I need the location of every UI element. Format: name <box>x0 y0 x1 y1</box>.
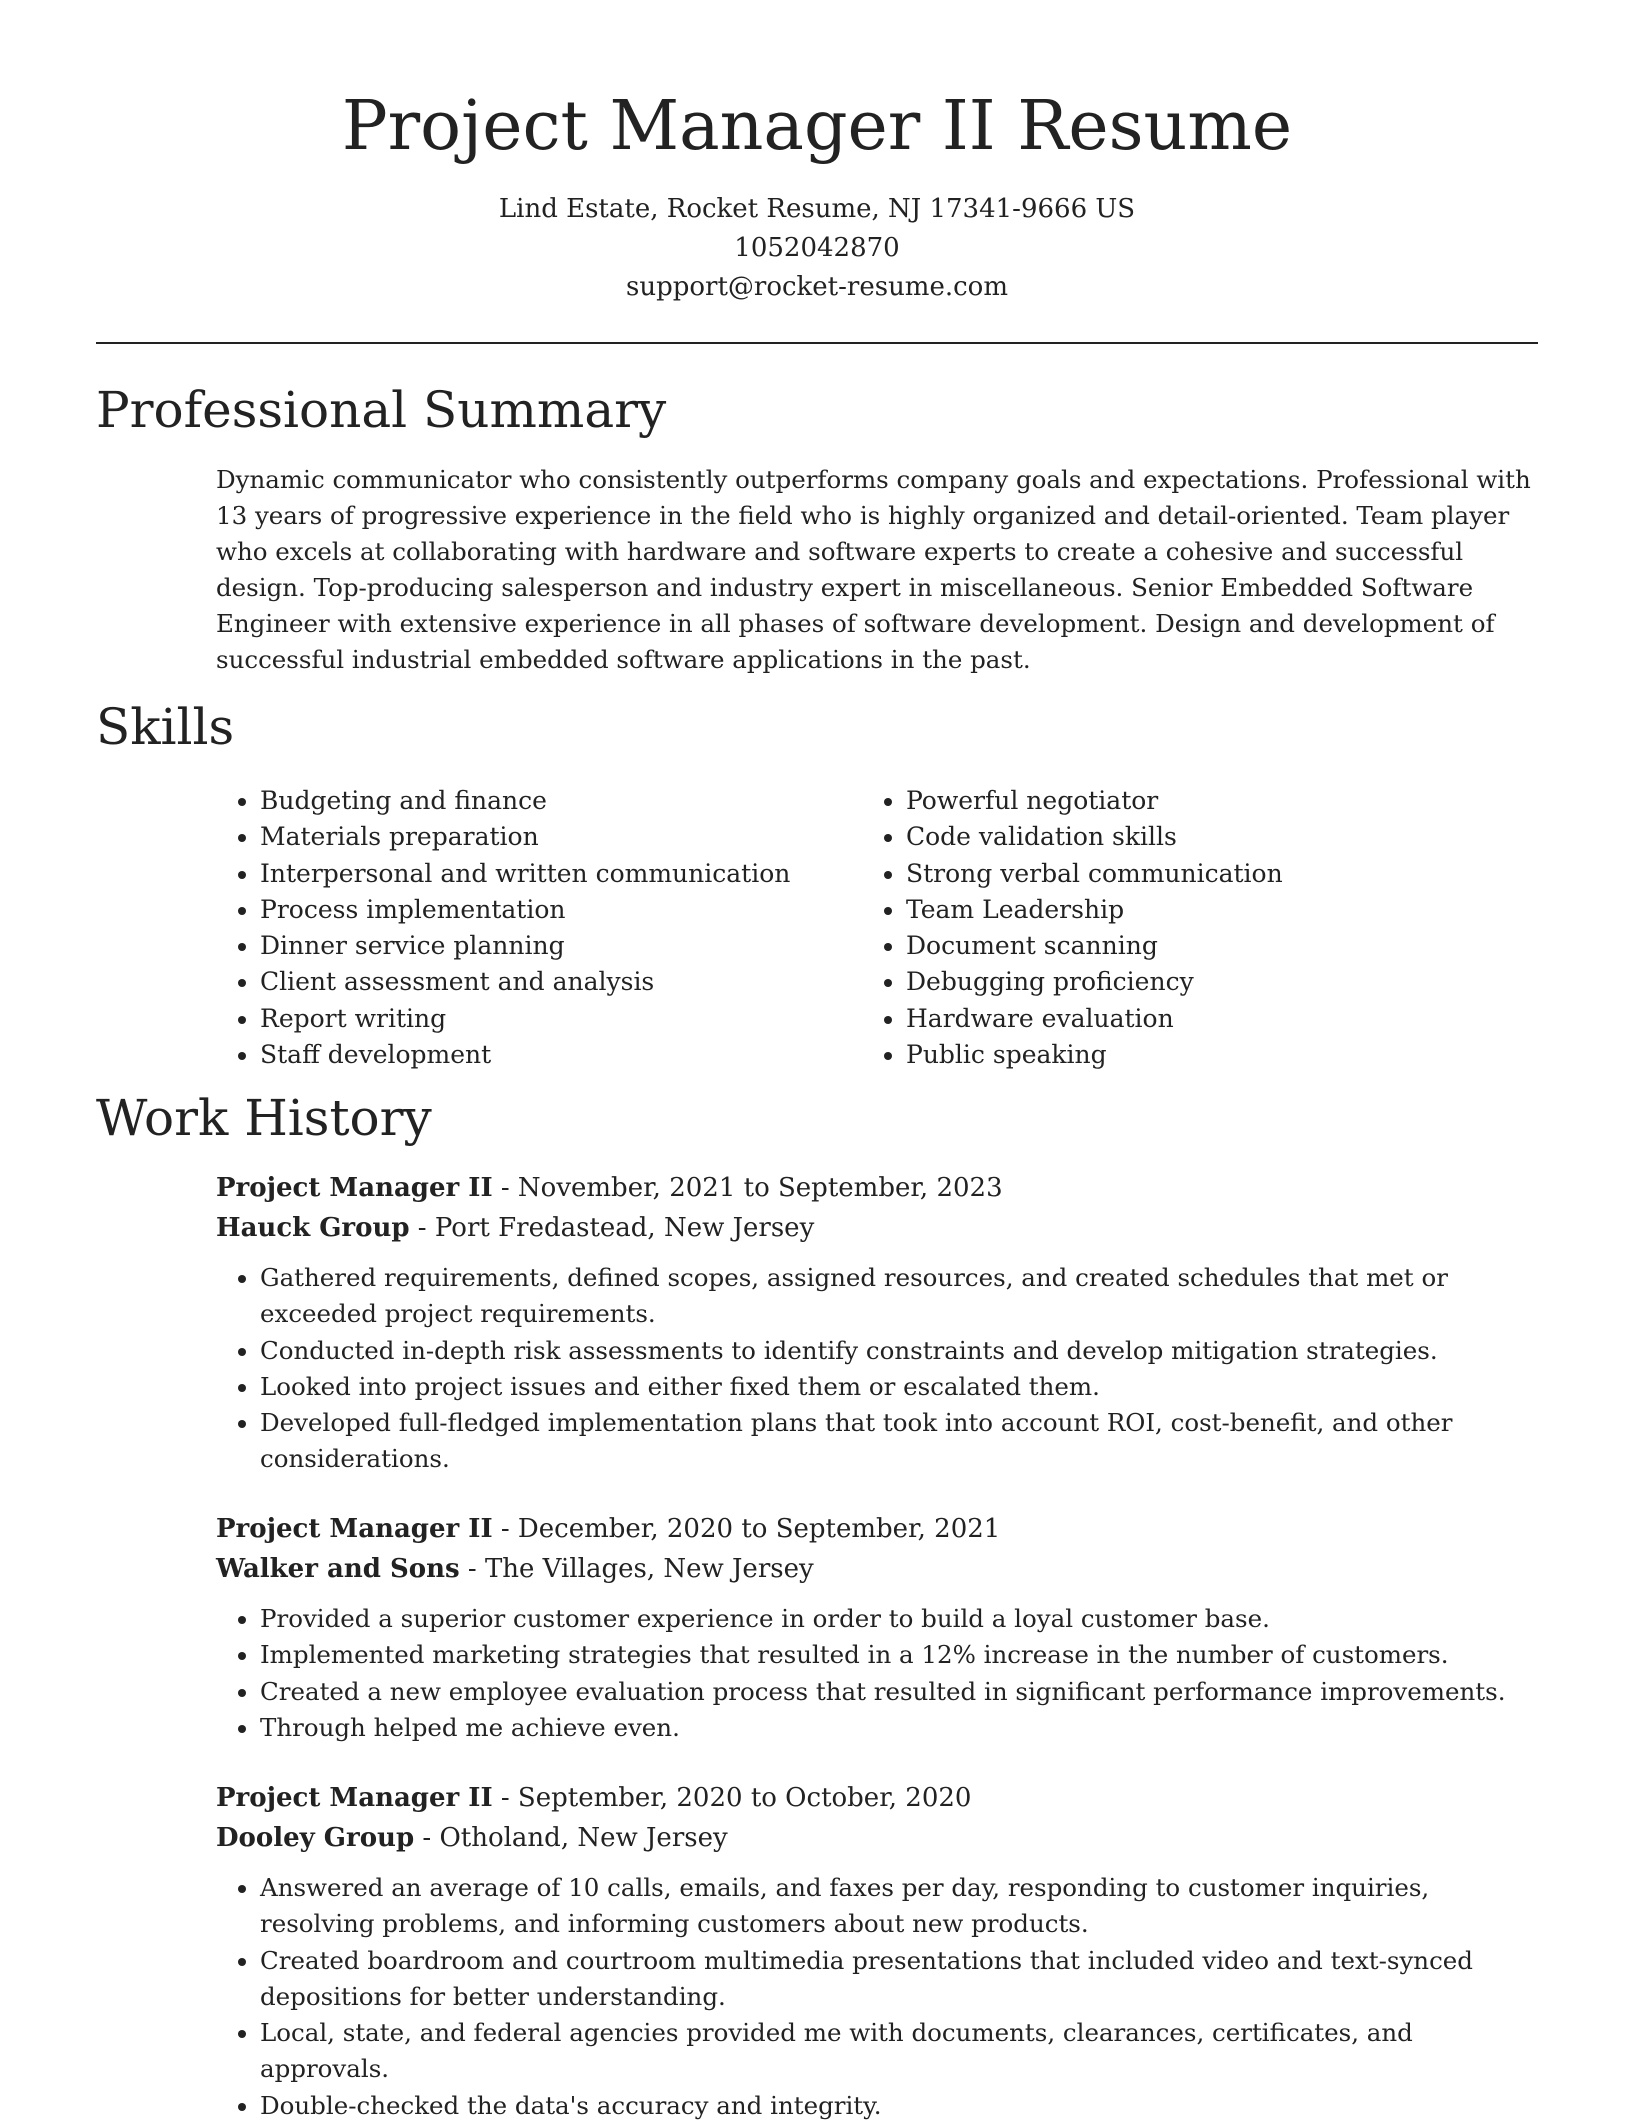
job-company-line <box>216 1549 1538 1589</box>
duty-item: • Created boardroom and courtroom multimedia presentations that included video and text-synced depositions for better understanding. <box>260 1943 1538 2016</box>
job-company: Walker and Sons <box>216 1554 460 1584</box>
contact-phone: 1052042870 <box>734 233 900 263</box>
job-location: - Otholand, New Jersey <box>414 1823 728 1853</box>
skill-item: • Team Leadership <box>906 892 1283 928</box>
job-dates: - December, 2020 to September, 2021 <box>492 1514 1001 1544</box>
job-role: Project Manager II <box>216 1173 493 1203</box>
skills-list-right <box>862 783 1283 1073</box>
skill-item: • Code validation skills <box>906 819 1283 855</box>
duty-item: • Developed full-fledged implementation plans that took into account ROI, cost-benefit, and other considerations. <box>260 1405 1538 1478</box>
skill-item: • Materials preparation <box>260 819 790 855</box>
work-history-heading: Work History <box>96 1089 432 1147</box>
contact-block <box>96 190 1538 307</box>
duty-item: • Created a new employee evaluation process that resulted in significant performance improvements. <box>260 1674 1538 1710</box>
job-company: Dooley Group <box>216 1823 415 1853</box>
job-title-line <box>216 1509 1538 1549</box>
skill-item: • Powerful negotiator <box>906 783 1283 819</box>
skills-heading: Skills <box>96 698 235 756</box>
skill-item: • Document scanning <box>906 928 1283 964</box>
skill-item: • Interpersonal and written communication <box>260 856 790 892</box>
duty-item: • Provided a superior customer experience in order to build a loyal customer base. <box>260 1601 1538 1637</box>
skill-item: • Staff development <box>260 1037 790 1073</box>
job-company-line <box>216 1208 1538 1248</box>
contact-email: support@rocket-resume.com <box>625 272 1008 302</box>
duty-item: • Double-checked the data's accuracy and integrity. <box>260 2088 1538 2124</box>
skill-item: • Process implementation <box>260 892 790 928</box>
duty-item: • Looked into project issues and either fixed them or escalated them. <box>260 1369 1538 1405</box>
job-company: Hauck Group <box>216 1213 410 1243</box>
summary-heading: Professional Summary <box>96 381 667 439</box>
job-role: Project Manager II <box>216 1783 493 1813</box>
header-divider <box>96 342 1538 344</box>
job-role: Project Manager II <box>216 1514 493 1544</box>
job-title-line <box>216 1778 1538 1818</box>
duty-item: • Conducted in-depth risk assessments to identify constraints and develop mitigation strategies. <box>260 1333 1538 1369</box>
job-location: - Port Fredastead, New Jersey <box>409 1213 815 1243</box>
job-entry <box>216 1168 1538 1478</box>
duty-item: • Answered an average of 10 calls, emails, and faxes per day, responding to customer inquiries, resolving problems, and informing customers about new products. <box>260 1870 1538 1943</box>
skill-item: • Debugging proficiency <box>906 964 1283 1000</box>
job-company-line <box>216 1818 1538 1858</box>
job-location: - The Villages, New Jersey <box>459 1554 814 1584</box>
summary-text: Dynamic communicator who consistently outperforms company goals and expectations. Professional with 13 years of progressive experience in the field who is highly organized and detail-oriented. Team player who excels at collaborating with hardware and software experts to create a cohesive and successful design. Top-producing salesperson and industry expert in miscellaneous. Senior Embedded Software Engineer with extensive experience in all phases of software development. Design and development of successful industrial embedded software applications in the past. <box>216 465 1531 674</box>
duty-item: • Gathered requirements, defined scopes, assigned resources, and created schedules that met or exceeded project requirements. <box>260 1260 1538 1333</box>
skill-item: • Client assessment and analysis <box>260 964 790 1000</box>
job-entry <box>216 1509 1538 1746</box>
job-duties <box>216 1601 1538 1746</box>
job-duties <box>216 1870 1538 2124</box>
duty-item: • Local, state, and federal agencies provided me with documents, clearances, certificates, and approvals. <box>260 2015 1538 2088</box>
skill-item: • Hardware evaluation <box>906 1001 1283 1037</box>
job-duties <box>216 1260 1538 1478</box>
contact-address: Lind Estate, Rocket Resume, NJ 17341-9666 US <box>498 194 1136 224</box>
skill-item: • Budgeting and finance <box>260 783 790 819</box>
skill-item: • Strong verbal communication <box>906 856 1283 892</box>
resume-title: Project Manager II Resume <box>341 87 1293 166</box>
skill-item: • Report writing <box>260 1001 790 1037</box>
job-title-line <box>216 1168 1538 1208</box>
skill-item: • Public speaking <box>906 1037 1283 1073</box>
job-entry <box>216 1778 1538 2124</box>
job-dates: - November, 2021 to September, 2023 <box>492 1173 1003 1203</box>
job-dates: - September, 2020 to October, 2020 <box>492 1783 972 1813</box>
skill-item: • Dinner service planning <box>260 928 790 964</box>
skills-list-left <box>216 783 790 1073</box>
duty-item: • Through helped me achieve even. <box>260 1710 1538 1746</box>
duty-item: • Implemented marketing strategies that resulted in a 12% increase in the number of customers. <box>260 1637 1538 1673</box>
